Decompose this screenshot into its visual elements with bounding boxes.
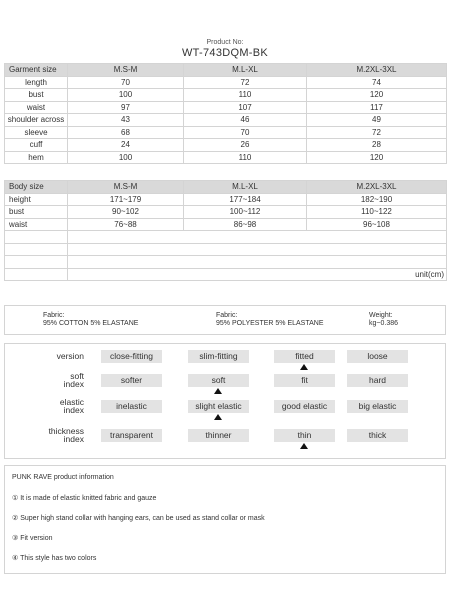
- row-label: waist: [5, 101, 68, 114]
- garment-size-header-row: [5, 64, 447, 77]
- fabric-col-2: [216, 312, 324, 328]
- fit-option-chip: loose: [347, 350, 408, 363]
- table-cell: [5, 231, 68, 244]
- size-header-2xl-3xl: M.2XL-3XL: [307, 181, 447, 194]
- body-size-table: [4, 180, 447, 281]
- fit-row-label-line: version: [56, 351, 84, 361]
- fabric-col-1: [43, 312, 138, 328]
- table-cell: 117: [307, 101, 447, 114]
- table-cell: 100: [68, 151, 184, 164]
- table-cell: [5, 268, 68, 281]
- row-label: length: [5, 76, 68, 89]
- table-cell: 49: [307, 114, 447, 127]
- selected-arrow-icon: [214, 388, 222, 394]
- fit-row-label-line: index: [63, 379, 84, 389]
- table-row: [5, 126, 447, 139]
- weight-col: [369, 312, 398, 328]
- row-label: sleeve: [5, 126, 68, 139]
- table-cell: 107: [184, 101, 307, 114]
- table-cell: 120: [307, 89, 447, 102]
- info-item: ③ Fit version: [12, 535, 53, 542]
- weight-label: Weight:: [369, 312, 393, 319]
- fit-row-label-line: thickness: [48, 426, 84, 436]
- product-info-panel: [4, 465, 446, 574]
- table-row: [5, 151, 447, 164]
- unit-label: unit(cm): [68, 268, 447, 281]
- fit-row-label: [57, 352, 84, 360]
- weight-value: kg~0.386: [369, 320, 398, 327]
- product-header: [0, 38, 450, 60]
- table-cell: 68: [68, 126, 184, 139]
- table-cell: [5, 243, 68, 256]
- table-cell: 90~102: [68, 206, 184, 219]
- size-header-s-m: M.S-M: [68, 64, 184, 77]
- row-label: bust: [5, 89, 68, 102]
- table-cell: 120: [307, 151, 447, 164]
- fabric-label: Fabric:: [43, 312, 65, 319]
- row-label: bust: [5, 206, 68, 219]
- fit-row-label-line: soft: [70, 371, 84, 381]
- fit-row-label-line: elastic: [59, 397, 84, 407]
- table-cell: 110: [184, 89, 307, 102]
- info-item: ② Super high stand collar with hanging ears, can be used as stand collar or mask: [12, 515, 265, 522]
- product-no-label: Product No:: [206, 39, 244, 46]
- fabric-panel: [4, 305, 446, 335]
- unit-row: [5, 268, 447, 281]
- fit-option-chip: hard: [347, 374, 408, 387]
- table-cell: 96~108: [307, 218, 447, 231]
- fit-option-chip: transparent: [101, 429, 162, 442]
- fit-option-chip: thinner: [188, 429, 249, 442]
- fit-option-chip: thin: [274, 429, 335, 442]
- fit-option-chip: inelastic: [101, 400, 162, 413]
- fit-option-chip: softer: [101, 374, 162, 387]
- table-cell: 28: [307, 139, 447, 152]
- empty-row: [5, 256, 447, 269]
- body-size-header: Body size: [5, 181, 68, 194]
- table-cell: 100~112: [184, 206, 307, 219]
- row-label: waist: [5, 218, 68, 231]
- fit-option-chip: thick: [347, 429, 408, 442]
- selected-arrow-icon: [300, 443, 308, 449]
- row-label: shoulder across: [5, 114, 68, 127]
- fit-option-chip: soft: [188, 374, 249, 387]
- table-cell: 24: [68, 139, 184, 152]
- table-cell: [5, 256, 68, 269]
- table-row: [5, 89, 447, 102]
- table-cell: [68, 243, 447, 256]
- table-cell: 46: [184, 114, 307, 127]
- table-row: [5, 193, 447, 206]
- fit-row-label: [60, 398, 84, 414]
- table-row: [5, 218, 447, 231]
- fit-row-label: [49, 427, 84, 443]
- table-cell: 177~184: [184, 193, 307, 206]
- fit-option-chip: good elastic: [274, 400, 335, 413]
- row-label: hem: [5, 151, 68, 164]
- garment-size-table: [4, 63, 447, 164]
- table-cell: [68, 256, 447, 269]
- empty-row: [5, 231, 447, 244]
- fit-guide-panel: [4, 343, 446, 459]
- table-row: [5, 139, 447, 152]
- body-size-header-row: [5, 181, 447, 194]
- table-row: [5, 76, 447, 89]
- size-header-s-m: M.S-M: [68, 181, 184, 194]
- info-title: PUNK RAVE product information: [12, 474, 114, 481]
- fabric-label: Fabric:: [216, 312, 238, 319]
- table-row: [5, 206, 447, 219]
- fit-option-chip: close-fitting: [101, 350, 162, 363]
- table-cell: 110: [184, 151, 307, 164]
- row-label: cuff: [5, 139, 68, 152]
- fit-option-chip: slim-fitting: [188, 350, 249, 363]
- table-cell: 182~190: [307, 193, 447, 206]
- table-row: [5, 101, 447, 114]
- info-item: ① It is made of elastic knitted fabric and gauze: [12, 495, 157, 502]
- size-header-2xl-3xl: M.2XL-3XL: [307, 64, 447, 77]
- table-cell: 97: [68, 101, 184, 114]
- garment-size-header: Garment size: [5, 64, 68, 77]
- fit-option-chip: fitted: [274, 350, 335, 363]
- info-item: ④ This style has two colors: [12, 555, 97, 562]
- table-cell: 74: [307, 76, 447, 89]
- fit-option-chip: slight elastic: [188, 400, 249, 413]
- fit-option-chip: fit: [274, 374, 335, 387]
- fit-row-label-line: index: [63, 434, 84, 444]
- table-cell: 72: [184, 76, 307, 89]
- selected-arrow-icon: [300, 364, 308, 370]
- table-row: [5, 114, 447, 127]
- table-cell: 70: [184, 126, 307, 139]
- row-label: height: [5, 193, 68, 206]
- fit-row-label: [64, 372, 84, 388]
- size-header-l-xl: M.L-XL: [184, 181, 307, 194]
- table-cell: 26: [184, 139, 307, 152]
- fabric-value: 95% POLYESTER 5% ELASTANE: [216, 320, 324, 327]
- table-cell: 110~122: [307, 206, 447, 219]
- table-cell: 72: [307, 126, 447, 139]
- table-cell: 86~98: [184, 218, 307, 231]
- table-cell: 43: [68, 114, 184, 127]
- table-cell: 171~179: [68, 193, 184, 206]
- table-cell: 70: [68, 76, 184, 89]
- size-header-l-xl: M.L-XL: [184, 64, 307, 77]
- selected-arrow-icon: [214, 414, 222, 420]
- fabric-value: 95% COTTON 5% ELASTANE: [43, 320, 139, 327]
- table-cell: 76~88: [68, 218, 184, 231]
- empty-row: [5, 243, 447, 256]
- table-cell: [68, 231, 447, 244]
- fit-option-chip: big elastic: [347, 400, 408, 413]
- table-cell: 100: [68, 89, 184, 102]
- product-code: WT-743DQM-BK: [181, 47, 269, 59]
- fit-row-label-line: index: [63, 405, 84, 415]
